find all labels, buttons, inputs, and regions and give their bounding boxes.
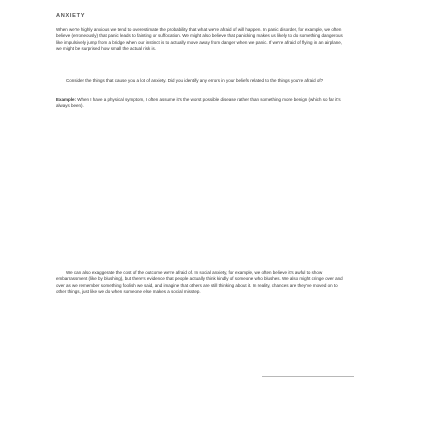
- paragraph-example: [56, 97, 348, 110]
- paragraph-consider: Consider the things that cause you a lot of anxiety. Did you identify any errors in your beliefs related to the things you're afraid of?: [66, 78, 324, 83]
- example-lead: Example:: [56, 97, 77, 102]
- section-label: ANXIETY: [56, 13, 86, 19]
- footer-divider: [262, 376, 354, 377]
- paragraph-cost: We can also exaggerate the cost of the outcome we're afraid of. In social anxiety, for example, we often believe it's awful to show embarrassment (like by blushing), but there's evidence that people actually think kindly of someone who blushes. We also might cringe over and over as we remember something foolish we said, and imagine that others are still thinking about it. In reality, chances are they've moved on to other things, just like we do when someone else makes a social misstep.: [56, 270, 343, 295]
- paragraph-probability: When we're highly anxious we tend to overestimate the probability that what we're afraid of will happen. In panic disorder, for example, we often believe (erroneously) that panic leads to fainting or suffocation. We might also believe that panicking makes us likely to do something dangerous like impulsively jump from a bridge when our instinct is to actually move away from danger when we panic. If we're afraid of flying in an airplane, we might be surprised how small the actual risk is.: [56, 27, 343, 52]
- example-text: When I have a physical symptom, I often assume it's the worst possible disease rather than something more benign (which so far it's always been).: [56, 97, 341, 109]
